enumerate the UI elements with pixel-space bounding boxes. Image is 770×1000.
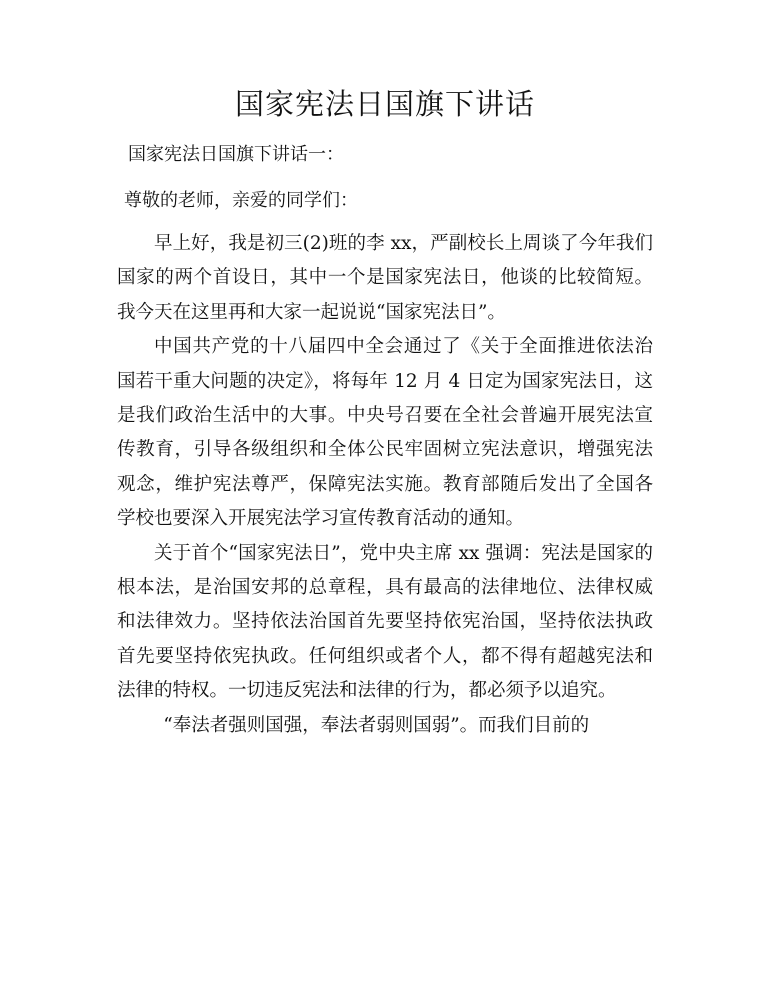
paragraph: 关于首个“国家宪法日”，党中央主席 xx 强调：宪法是国家的根本法，是治国安邦的总章程，具有最高的法律地位、法律权威和法律效力。坚持依法治国首先要坚持依宪治国，坚持依法执政首先要坚持依宪执政。任何组织或者个人，都不得有超越宪法和法律的特权。一切违反宪法和法律的行为，都必须予以追究。: [117, 542, 653, 702]
document-title: 国家宪法日国旗下讲话: [234, 87, 535, 121]
paragraph: “奉法者强则国强，奉法者弱则国弱”。而我们目前的: [163, 714, 590, 736]
document-body: [117, 227, 653, 743]
document-subtitle: 国家宪法日国旗下讲话一：: [128, 144, 344, 165]
paragraph: 中国共产党的十八届四中全会通过了《关于全面推进依法治国若干重大问题的决定》，将每年 12 月 4 日定为国家宪法日，这是我们政治生活中的大事。中央号召要在全社会普遍开展宪法宣传教育，引导各级组织和全体公民牢固树立宪法意识，增强宪法观念，维护宪法尊严，保障宪法实施。教育部随后发出了全国各学校也要深入开展宪法学习宣传教育活动的通知。: [117, 336, 653, 530]
salutation: 尊敬的老师，亲爱的同学们：: [124, 190, 358, 211]
paragraph: 早上好，我是初三(2)班的李 xx，严副校长上周谈了今年我们国家的两个首设日，其中一个是国家宪法日，他谈的比较简短。我今天在这里再和大家一起说说“国家宪法日”。: [117, 233, 653, 323]
